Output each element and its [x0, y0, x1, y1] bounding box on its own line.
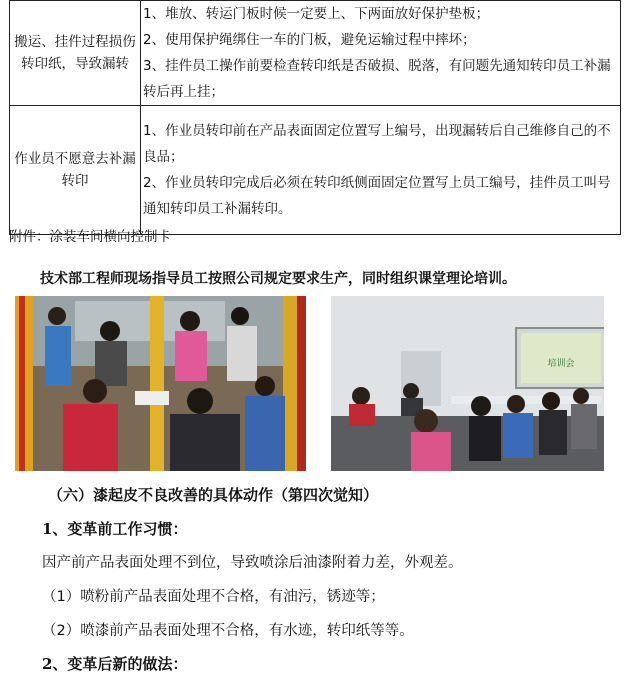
measure-item: 1、堆放、转运门板时候一定要上、下两面放好保护垫板； — [143, 6, 490, 22]
measure-item: 2、使用保护绳绑住一车的门板，避免运输过程中摔坏； — [143, 32, 476, 48]
onsite-guidance-photo — [15, 296, 306, 471]
training-caption: 技术部工程师现场指导员工按照公司规定要求生产，同时组织课堂理论培训。 — [40, 271, 516, 287]
paragraph: （1）喷粉前产品表面处理不合格，有油污，锈迹等； — [42, 589, 385, 605]
paragraph: （2）喷漆前产品表面处理不合格，有水迹，转印纸等等。 — [42, 623, 414, 639]
paragraph: 因产前产品表面处理不到位，导致喷涂后油漆附着力差，外观差。 — [42, 555, 463, 571]
table-row — [10, 1, 621, 106]
classroom-training-photo — [331, 296, 604, 471]
measure-item: 2、作业员转印完成后必须在转印纸侧面固定位置写上员工编号，挂件员工叫号通知转印员工补漏转印。 — [143, 175, 611, 217]
cause-cell: 作业员不愿意去补漏转印 — [10, 106, 141, 235]
measures-cell — [141, 106, 621, 235]
attachment-note: 附件：涂装车间横向控制卡 — [9, 229, 171, 245]
screen-text: 培训会 — [547, 359, 575, 369]
after-heading: 2、变革后新的做法： — [42, 655, 188, 673]
section-heading: （六）漆起皮不良改善的具体动作（第四次觉知） — [48, 486, 379, 504]
cause-cell: 搬运、挂件过程损伤转印纸，导致漏转 — [10, 1, 141, 106]
table-row — [10, 106, 621, 235]
measures-cell — [141, 1, 621, 106]
measure-item: 1、作业员转印前在产品表面固定位置写上编号，出现漏转后自己维修自己的不良品； — [143, 123, 611, 165]
measures-table — [9, 0, 621, 235]
before-heading: 1、变革前工作习惯： — [42, 520, 188, 538]
measure-item: 3、挂件员工操作前要检查转印纸是否破损、脱落，有问题先通知转印员工补漏转后再上挂； — [143, 58, 611, 100]
